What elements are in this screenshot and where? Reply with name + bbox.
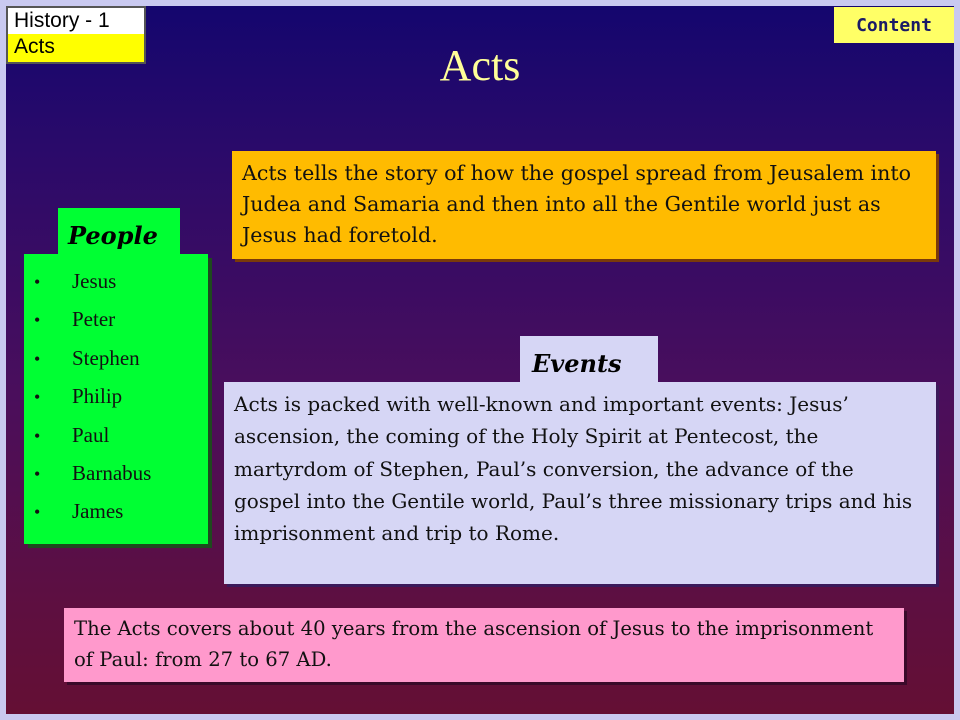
people-list-item — [32, 494, 208, 532]
people-heading: People — [58, 208, 180, 254]
people-list — [24, 254, 208, 533]
people-list-item — [32, 264, 208, 302]
bullet-icon: • — [34, 425, 41, 446]
person-name: Philip — [72, 384, 123, 409]
events-heading: Events — [520, 336, 658, 382]
bullet-icon: • — [34, 348, 41, 369]
events-panel: Acts is packed with well-known and important events: Jesus’ ascension, the coming of the Holy Spirit at Pentecost, the martyrdom of Stephen, Paul’s conversion, the advance of the gospel into the Gentile world, Paul’s three missionary trips and his imprisonment and trip to Rome. — [224, 382, 936, 584]
course-name: History - 1 — [8, 8, 144, 34]
people-list-item — [32, 379, 208, 417]
content-button[interactable]: Content — [834, 7, 954, 43]
person-name: Barnabus — [72, 460, 152, 485]
person-name: James — [72, 499, 124, 524]
slide-title: Acts — [439, 41, 521, 90]
people-list-item — [32, 341, 208, 379]
bullet-icon: • — [34, 272, 41, 292]
bullet-icon: • — [34, 463, 41, 484]
course-topic: Acts — [8, 34, 144, 62]
slide — [6, 6, 954, 714]
people-list-item — [32, 418, 208, 456]
person-name: Peter — [72, 307, 116, 332]
people-list-item — [32, 456, 208, 494]
person-name: Stephen — [72, 345, 140, 370]
bullet-icon: • — [34, 310, 41, 331]
people-list-item — [32, 302, 208, 340]
person-name: Paul — [72, 422, 110, 447]
person-name: Jesus — [72, 269, 117, 293]
bullet-icon: • — [34, 502, 41, 523]
summary-panel: The Acts covers about 40 years from the ascension of Jesus to the imprisonment of Paul: from 27 to 67 AD. — [64, 608, 904, 682]
intro-panel: Acts tells the story of how the gospel spread from Jeusalem into Judea and Samaria and then into all the Gentile world just as Jesus had foretold. — [232, 151, 936, 259]
bullet-icon: • — [34, 387, 41, 408]
people-panel — [24, 254, 208, 544]
